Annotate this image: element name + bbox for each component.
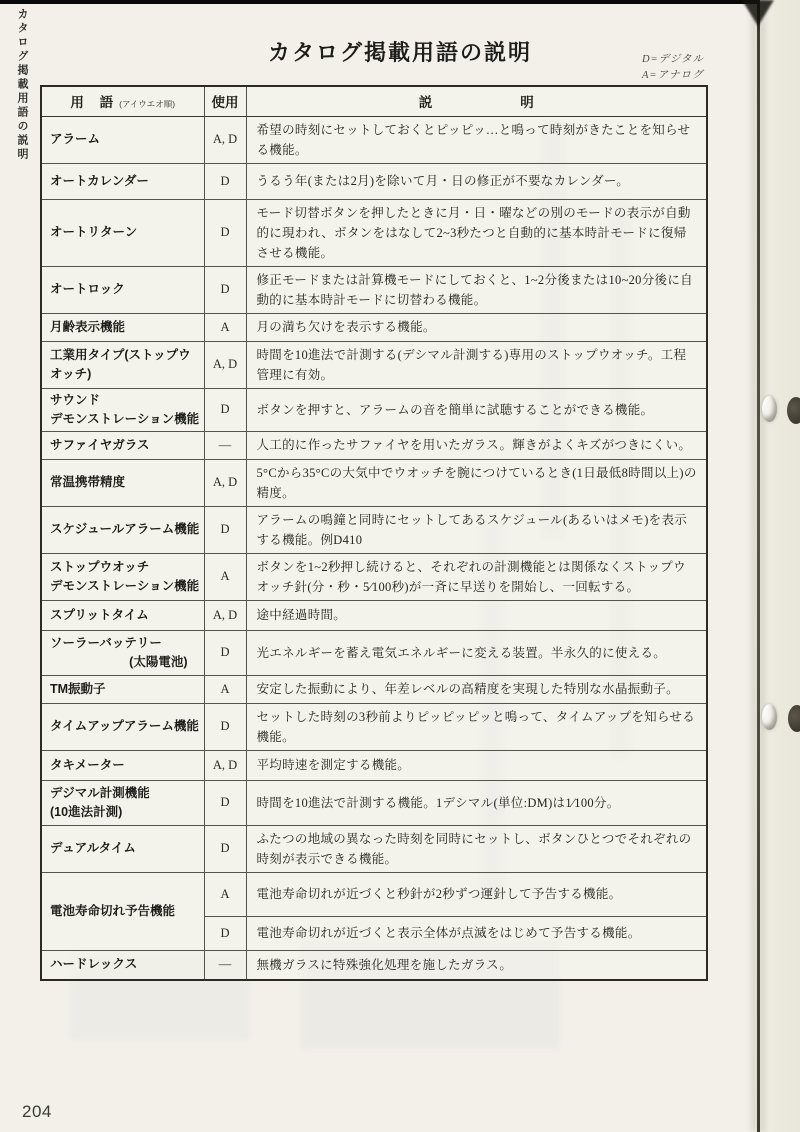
term-cell <box>41 163 204 199</box>
term-text: TM振動子 <box>50 681 106 696</box>
usage-cell: A <box>204 675 246 703</box>
header-row <box>41 86 707 116</box>
usage-cell: D <box>204 506 246 553</box>
term-text: ソーラーバッテリー <box>50 635 162 650</box>
term-text: (10進法計測) <box>50 804 123 819</box>
term-cell <box>41 703 204 750</box>
table-row <box>41 825 707 872</box>
description-cell: うるう年(または2月)を除いて月・日の修正が不要なカレンダー。 <box>246 163 707 199</box>
term-text: アラーム <box>50 132 101 147</box>
page-title: カタログ掲載用語の説明 <box>267 40 532 65</box>
term-text: ハードレックス <box>50 957 138 972</box>
term-cell <box>41 388 204 431</box>
term-cell <box>41 872 204 950</box>
section-vertical-label: カタログ掲載用語の説明 <box>16 8 28 162</box>
page-edge-line <box>757 0 760 1132</box>
table-row <box>41 506 707 553</box>
table-row <box>41 431 707 459</box>
header-term-note: (アイウエオ順) <box>119 99 176 110</box>
description-cell: セットした時刻の3秒前よりピッピッピッと鳴って、タイムアップを知らせる機能。 <box>246 703 707 750</box>
table-row <box>41 750 707 780</box>
table-row <box>41 313 707 341</box>
term-text: サウンド <box>50 392 101 407</box>
header-description-text: 説明 <box>418 95 622 111</box>
table-row <box>41 950 707 980</box>
binder-hole-shadow <box>787 397 800 424</box>
table-row <box>41 388 707 431</box>
usage-cell: — <box>204 950 246 980</box>
term-text: オートカレンダー <box>50 173 149 188</box>
usage-legend <box>642 52 704 85</box>
term-text: オートロック <box>50 282 125 297</box>
usage-cell: A, D <box>204 459 246 506</box>
term-cell <box>41 825 204 872</box>
description-cell: 時間を10進法で計測する(デシマル計測する)専用のストップウオッチ。工程管理に有効。 <box>246 341 707 388</box>
term-text: 月齢表示機能 <box>50 319 126 334</box>
term-cell <box>41 780 204 825</box>
description-cell: モード切替ボタンを押したときに月・日・曜などの別のモードの表示が自動的に現われ、ボタンをはなして2~3秒たつと自動的に基本時計モードに復帰させる機能。 <box>246 199 707 266</box>
term-cell <box>41 266 204 313</box>
term-cell <box>41 459 204 506</box>
table-row <box>41 199 707 266</box>
description-cell: 途中経過時間。 <box>246 600 707 630</box>
legend-digital: D=デジタル <box>641 54 704 65</box>
header-usage: 使用 <box>204 86 246 116</box>
description-cell: 月の満ち欠けを表示する機能。 <box>246 313 707 341</box>
term-cell <box>41 199 204 266</box>
usage-cell: — <box>204 431 246 459</box>
usage-cell: A, D <box>204 116 246 163</box>
term-text: サファイヤガラス <box>50 437 150 452</box>
term-cell <box>41 431 204 459</box>
table-row <box>41 163 707 199</box>
terms-table-body <box>41 116 707 980</box>
term-text: デモンストレーション機能 <box>50 411 200 426</box>
usage-cell: A, D <box>204 341 246 388</box>
term-text: 常温携帯精度 <box>50 475 126 490</box>
term-text: ストップウオッチ <box>50 559 150 574</box>
term-text: スプリットタイム <box>50 607 149 622</box>
scan-edge-bar-top <box>0 0 800 4</box>
usage-cell: D <box>204 703 246 750</box>
table-header <box>41 86 707 116</box>
usage-cell: D <box>204 630 246 675</box>
term-cell <box>41 675 204 703</box>
term-cell <box>41 116 204 163</box>
table-row <box>41 600 707 630</box>
term-text: (太陽電池) <box>129 654 188 669</box>
binder-hole <box>762 704 777 730</box>
binder-hole-shadow <box>788 705 800 732</box>
table-row <box>41 630 707 675</box>
legend-analog: A=アナログ <box>641 70 704 82</box>
description-cell: ボタンを押すと、アラームの音を簡単に試聴することができる機能。 <box>246 388 707 431</box>
header-term-text: 用 語 <box>70 95 120 111</box>
usage-cell: A <box>204 313 246 341</box>
term-text: デモンストレーション機能 <box>50 578 200 593</box>
usage-cell: D <box>204 388 246 431</box>
usage-cell: D <box>204 780 246 825</box>
usage-cell: D <box>204 266 246 313</box>
description-cell: 安定した振動により、年差レベルの高精度を実現した特別な水晶振動子。 <box>246 675 707 703</box>
description-cell: ふたつの地域の異なった時刻を同時にセットし、ボタンひとつでそれぞれの時刻が表示できる機能。 <box>246 825 707 872</box>
term-text: 工業用タイプ(ストップウオッチ) <box>50 347 191 381</box>
table-row <box>41 266 707 313</box>
description-cell: アラームの鳴鐘と同時にセットしてあるスケジュール(あるいはメモ)を表示する機能。例D410 <box>246 506 707 553</box>
term-cell <box>41 630 204 675</box>
description-cell: ボタンを1~2秒押し続けると、それぞれの計測機能とは関係なくストップウオッチ針(分・秒・5⁄100秒)が一斉に早送りを開始し、一回転する。 <box>246 553 707 600</box>
header-term <box>41 86 204 116</box>
description-cell: 5°Cから35°Cの大気中でウオッチを腕につけているとき(1日最低8時間以上)の精度。 <box>246 459 707 506</box>
term-text: デュアルタイム <box>50 841 136 856</box>
usage-cell: A <box>204 553 246 600</box>
description-cell: 人工的に作ったサファイヤを用いたガラス。輝きがよくキズがつきにくい。 <box>246 431 707 459</box>
term-cell <box>41 750 204 780</box>
table-row <box>41 116 707 163</box>
usage-cell: D <box>204 825 246 872</box>
table-row <box>41 459 707 506</box>
term-cell <box>41 950 204 980</box>
header-description <box>246 86 707 116</box>
page-number: 204 <box>22 1102 52 1121</box>
adjacent-page-strip <box>760 0 800 1132</box>
table-row <box>41 553 707 600</box>
term-text: オートリターン <box>50 225 138 240</box>
usage-cell: A, D <box>204 600 246 630</box>
term-text: スケジュールアラーム機能 <box>50 522 200 537</box>
description-cell: 修正モードまたは計算機モードにしておくと、1~2分後または10~20分後に自動的に基本時計モードに切替わる機能。 <box>246 266 707 313</box>
usage-cell: A, D <box>204 750 246 780</box>
usage-cell: A <box>204 872 246 916</box>
term-text: タキメーター <box>50 757 125 772</box>
description-cell: 希望の時刻にセットしておくとピッピッ…と鳴って時刻がきたことを知らせる機能。 <box>246 116 707 163</box>
term-cell <box>41 506 204 553</box>
description-cell: 電池寿命切れが近づくと秒針が2秒ずつ運針して予告する機能。 <box>246 872 707 916</box>
table-row <box>41 341 707 388</box>
term-text: デジマル計測機能 <box>50 785 150 800</box>
table-row <box>41 780 707 825</box>
table-row <box>41 703 707 750</box>
scan-edge-shadow <box>742 0 774 26</box>
table-row <box>41 872 707 916</box>
term-cell <box>41 341 204 388</box>
table-row <box>41 675 707 703</box>
term-cell <box>41 553 204 600</box>
usage-cell: D <box>204 916 246 950</box>
term-text: 電池寿命切れ予告機能 <box>50 903 176 918</box>
term-text: タイムアップアラーム機能 <box>50 719 199 734</box>
description-cell: 電池寿命切れが近づくと表示全体が点滅をはじめて予告する機能。 <box>246 916 707 950</box>
description-cell: 無機ガラスに特殊強化処理を施したガラス。 <box>246 950 707 980</box>
description-cell: 平均時速を測定する機能。 <box>246 750 707 780</box>
term-cell <box>41 600 204 630</box>
binder-hole <box>762 396 777 422</box>
term-cell <box>41 313 204 341</box>
description-cell: 時間を10進法で計測する機能。1デシマル(単位:DM)は1⁄100分。 <box>246 780 707 825</box>
usage-cell: D <box>204 199 246 266</box>
usage-cell: D <box>204 163 246 199</box>
description-cell: 光エネルギーを蓄え電気エネルギーに変える装置。半永久的に使える。 <box>246 630 707 675</box>
glossary-table <box>40 85 708 981</box>
